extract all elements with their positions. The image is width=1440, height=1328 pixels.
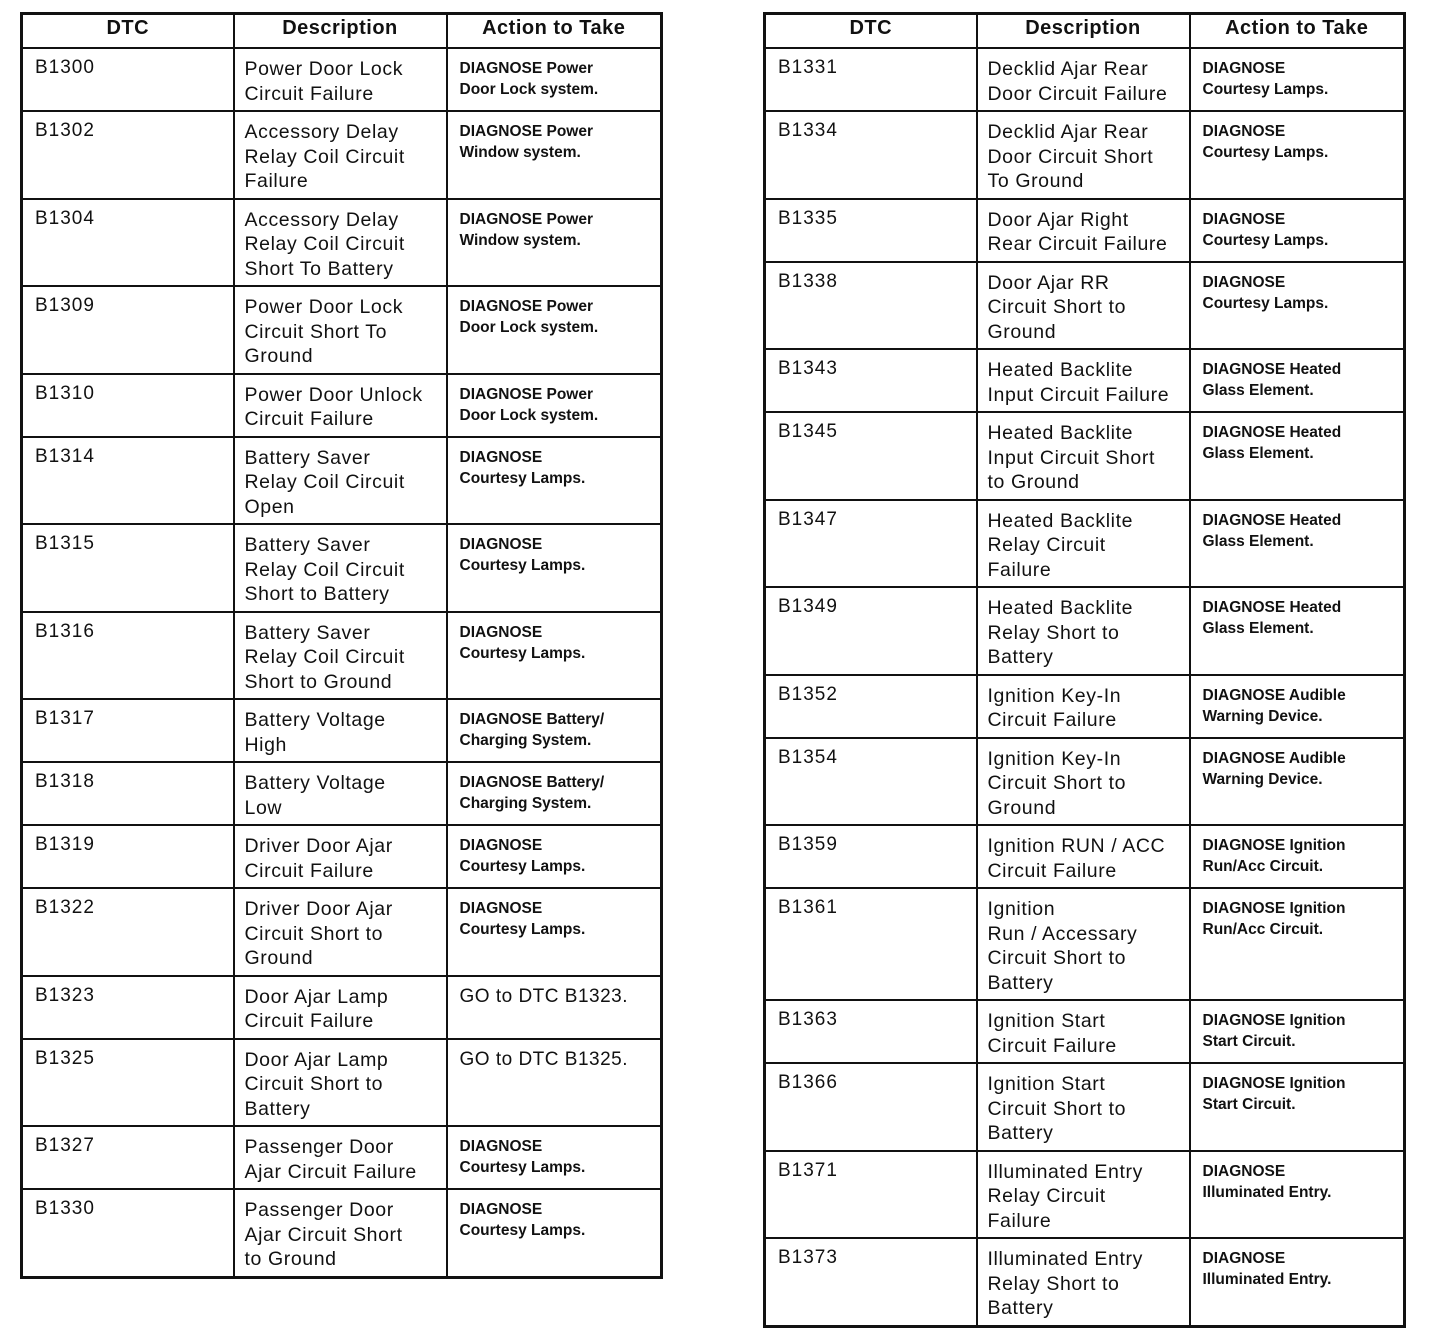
table-body [22,48,662,1277]
header-description: Description [234,14,447,49]
dtc-code-cell: B1347 [765,500,977,588]
action-cell: DIAGNOSE Illuminated Entry. [1190,1238,1405,1326]
description-cell: Accessory Delay Relay Coil Circuit Short To Battery [234,199,447,287]
header-dtc: DTC [22,14,234,49]
dtc-code-cell: B1334 [765,111,977,199]
header-action: Action to Take [447,14,662,49]
action-cell: DIAGNOSE Courtesy Lamps. [447,437,662,525]
table-row [22,437,662,525]
dtc-code-cell: B1349 [765,587,977,675]
table-row [765,500,1405,588]
table-row [765,1063,1405,1151]
action-cell: GO to DTC B1325. [447,1039,662,1127]
dtc-code-cell: B1366 [765,1063,977,1151]
action-cell: DIAGNOSE Heated Glass Element. [1190,412,1405,500]
table-row [765,412,1405,500]
action-cell: DIAGNOSE Courtesy Lamps. [447,524,662,612]
description-cell: Power Door Unlock Circuit Failure [234,374,447,437]
dtc-code-cell: B1352 [765,675,977,738]
dtc-code-cell: B1309 [22,286,234,374]
dtc-table-right [763,12,1406,1328]
dtc-code-cell: B1317 [22,699,234,762]
description-cell: Power Door Lock Circuit Failure [234,48,447,111]
description-cell: Ignition Start Circuit Short to Battery [977,1063,1190,1151]
table-row [765,262,1405,350]
action-cell: DIAGNOSE Power Door Lock system. [447,374,662,437]
description-cell: Driver Door Ajar Circuit Short to Ground [234,888,447,976]
description-cell: Decklid Ajar Rear Door Circuit Short To Ground [977,111,1190,199]
dtc-code-cell: B1325 [22,1039,234,1127]
description-cell: Decklid Ajar Rear Door Circuit Failure [977,48,1190,111]
action-cell: DIAGNOSE Ignition Start Circuit. [1190,1063,1405,1151]
action-cell: DIAGNOSE Audible Warning Device. [1190,738,1405,826]
action-cell: DIAGNOSE Heated Glass Element. [1190,500,1405,588]
table-row [22,111,662,199]
action-cell: DIAGNOSE Power Door Lock system. [447,286,662,374]
dtc-code-cell: B1327 [22,1126,234,1189]
description-cell: Passenger Door Ajar Circuit Short to Ground [234,1189,447,1277]
action-cell: GO to DTC B1323. [447,976,662,1039]
description-cell: Heated Backlite Relay Short to Battery [977,587,1190,675]
header-description: Description [977,14,1190,49]
action-cell: DIAGNOSE Courtesy Lamps. [1190,262,1405,350]
table-row [22,199,662,287]
dtc-code-cell: B1323 [22,976,234,1039]
table-row [22,1039,662,1127]
dtc-code-cell: B1314 [22,437,234,525]
table-row [765,1000,1405,1063]
table-row [22,888,662,976]
description-cell: Door Ajar Right Rear Circuit Failure [977,199,1190,262]
dtc-code-cell: B1359 [765,825,977,888]
description-cell: Door Ajar Lamp Circuit Failure [234,976,447,1039]
description-cell: Power Door Lock Circuit Short To Ground [234,286,447,374]
description-cell: Battery Saver Relay Coil Circuit Short to Ground [234,612,447,700]
table-row [765,738,1405,826]
description-cell: Ignition Key-In Circuit Failure [977,675,1190,738]
dtc-code-cell: B1371 [765,1151,977,1239]
dtc-code-cell: B1363 [765,1000,977,1063]
action-cell: DIAGNOSE Illuminated Entry. [1190,1151,1405,1239]
description-cell: Passenger Door Ajar Circuit Failure [234,1126,447,1189]
description-cell: Battery Saver Relay Coil Circuit Short to Battery [234,524,447,612]
table-row [22,1189,662,1277]
description-cell: Heated Backlite Input Circuit Failure [977,349,1190,412]
table-row [22,286,662,374]
action-cell: DIAGNOSE Battery/ Charging System. [447,699,662,762]
description-cell: Battery Saver Relay Coil Circuit Open [234,437,447,525]
description-cell: Driver Door Ajar Circuit Failure [234,825,447,888]
action-cell: DIAGNOSE Courtesy Lamps. [1190,111,1405,199]
table-row [765,111,1405,199]
description-cell: Ignition Run / Accessary Circuit Short to Battery [977,888,1190,1000]
dtc-code-cell: B1373 [765,1238,977,1326]
action-cell: DIAGNOSE Courtesy Lamps. [447,888,662,976]
description-cell: Door Ajar RR Circuit Short to Ground [977,262,1190,350]
dtc-code-cell: B1300 [22,48,234,111]
dtc-code-cell: B1304 [22,199,234,287]
dtc-code-cell: B1354 [765,738,977,826]
action-cell: DIAGNOSE Power Window system. [447,111,662,199]
table-row [765,888,1405,1000]
action-cell: DIAGNOSE Courtesy Lamps. [1190,199,1405,262]
action-cell: DIAGNOSE Ignition Run/Acc Circuit. [1190,825,1405,888]
table-header-row [765,14,1405,49]
description-cell: Illuminated Entry Relay Short to Battery [977,1238,1190,1326]
description-cell: Battery Voltage High [234,699,447,762]
action-cell: DIAGNOSE Heated Glass Element. [1190,349,1405,412]
description-cell: Heated Backlite Input Circuit Short to Ground [977,412,1190,500]
dtc-code-cell: B1343 [765,349,977,412]
description-cell: Accessory Delay Relay Coil Circuit Failure [234,111,447,199]
table-row [22,524,662,612]
action-cell: DIAGNOSE Ignition Start Circuit. [1190,1000,1405,1063]
description-cell: Ignition RUN / ACC Circuit Failure [977,825,1190,888]
description-cell: Ignition Start Circuit Failure [977,1000,1190,1063]
table-row [765,199,1405,262]
action-cell: DIAGNOSE Power Door Lock system. [447,48,662,111]
dtc-code-cell: B1302 [22,111,234,199]
dtc-code-cell: B1310 [22,374,234,437]
dtc-code-cell: B1331 [765,48,977,111]
table-row [765,48,1405,111]
table-row [22,1126,662,1189]
dtc-code-cell: B1345 [765,412,977,500]
table-row [765,675,1405,738]
dtc-code-cell: B1338 [765,262,977,350]
table-row [765,825,1405,888]
table-row [22,699,662,762]
action-cell: DIAGNOSE Battery/ Charging System. [447,762,662,825]
dtc-code-cell: B1335 [765,199,977,262]
dtc-code-cell: B1315 [22,524,234,612]
table-body [765,48,1405,1326]
action-cell: DIAGNOSE Ignition Run/Acc Circuit. [1190,888,1405,1000]
dtc-code-cell: B1318 [22,762,234,825]
header-dtc: DTC [765,14,977,49]
action-cell: DIAGNOSE Courtesy Lamps. [447,825,662,888]
table-header-row [22,14,662,49]
table-row [22,48,662,111]
dtc-code-cell: B1330 [22,1189,234,1277]
action-cell: DIAGNOSE Courtesy Lamps. [1190,48,1405,111]
action-cell: DIAGNOSE Heated Glass Element. [1190,587,1405,675]
action-cell: DIAGNOSE Power Window system. [447,199,662,287]
dtc-code-cell: B1361 [765,888,977,1000]
table-row [22,762,662,825]
description-cell: Ignition Key-In Circuit Short to Ground [977,738,1190,826]
table-row [22,374,662,437]
table-row [765,1238,1405,1326]
dtc-table-left [20,12,663,1279]
table-row [765,587,1405,675]
dtc-code-cell: B1316 [22,612,234,700]
table-row [765,349,1405,412]
action-cell: DIAGNOSE Courtesy Lamps. [447,1126,662,1189]
header-action: Action to Take [1190,14,1405,49]
action-cell: DIAGNOSE Courtesy Lamps. [447,612,662,700]
description-cell: Heated Backlite Relay Circuit Failure [977,500,1190,588]
table-row [22,612,662,700]
table-row [22,976,662,1039]
dtc-code-cell: B1319 [22,825,234,888]
dtc-code-cell: B1322 [22,888,234,976]
description-cell: Illuminated Entry Relay Circuit Failure [977,1151,1190,1239]
action-cell: DIAGNOSE Courtesy Lamps. [447,1189,662,1277]
table-row [765,1151,1405,1239]
description-cell: Battery Voltage Low [234,762,447,825]
description-cell: Door Ajar Lamp Circuit Short to Battery [234,1039,447,1127]
table-row [22,825,662,888]
action-cell: DIAGNOSE Audible Warning Device. [1190,675,1405,738]
